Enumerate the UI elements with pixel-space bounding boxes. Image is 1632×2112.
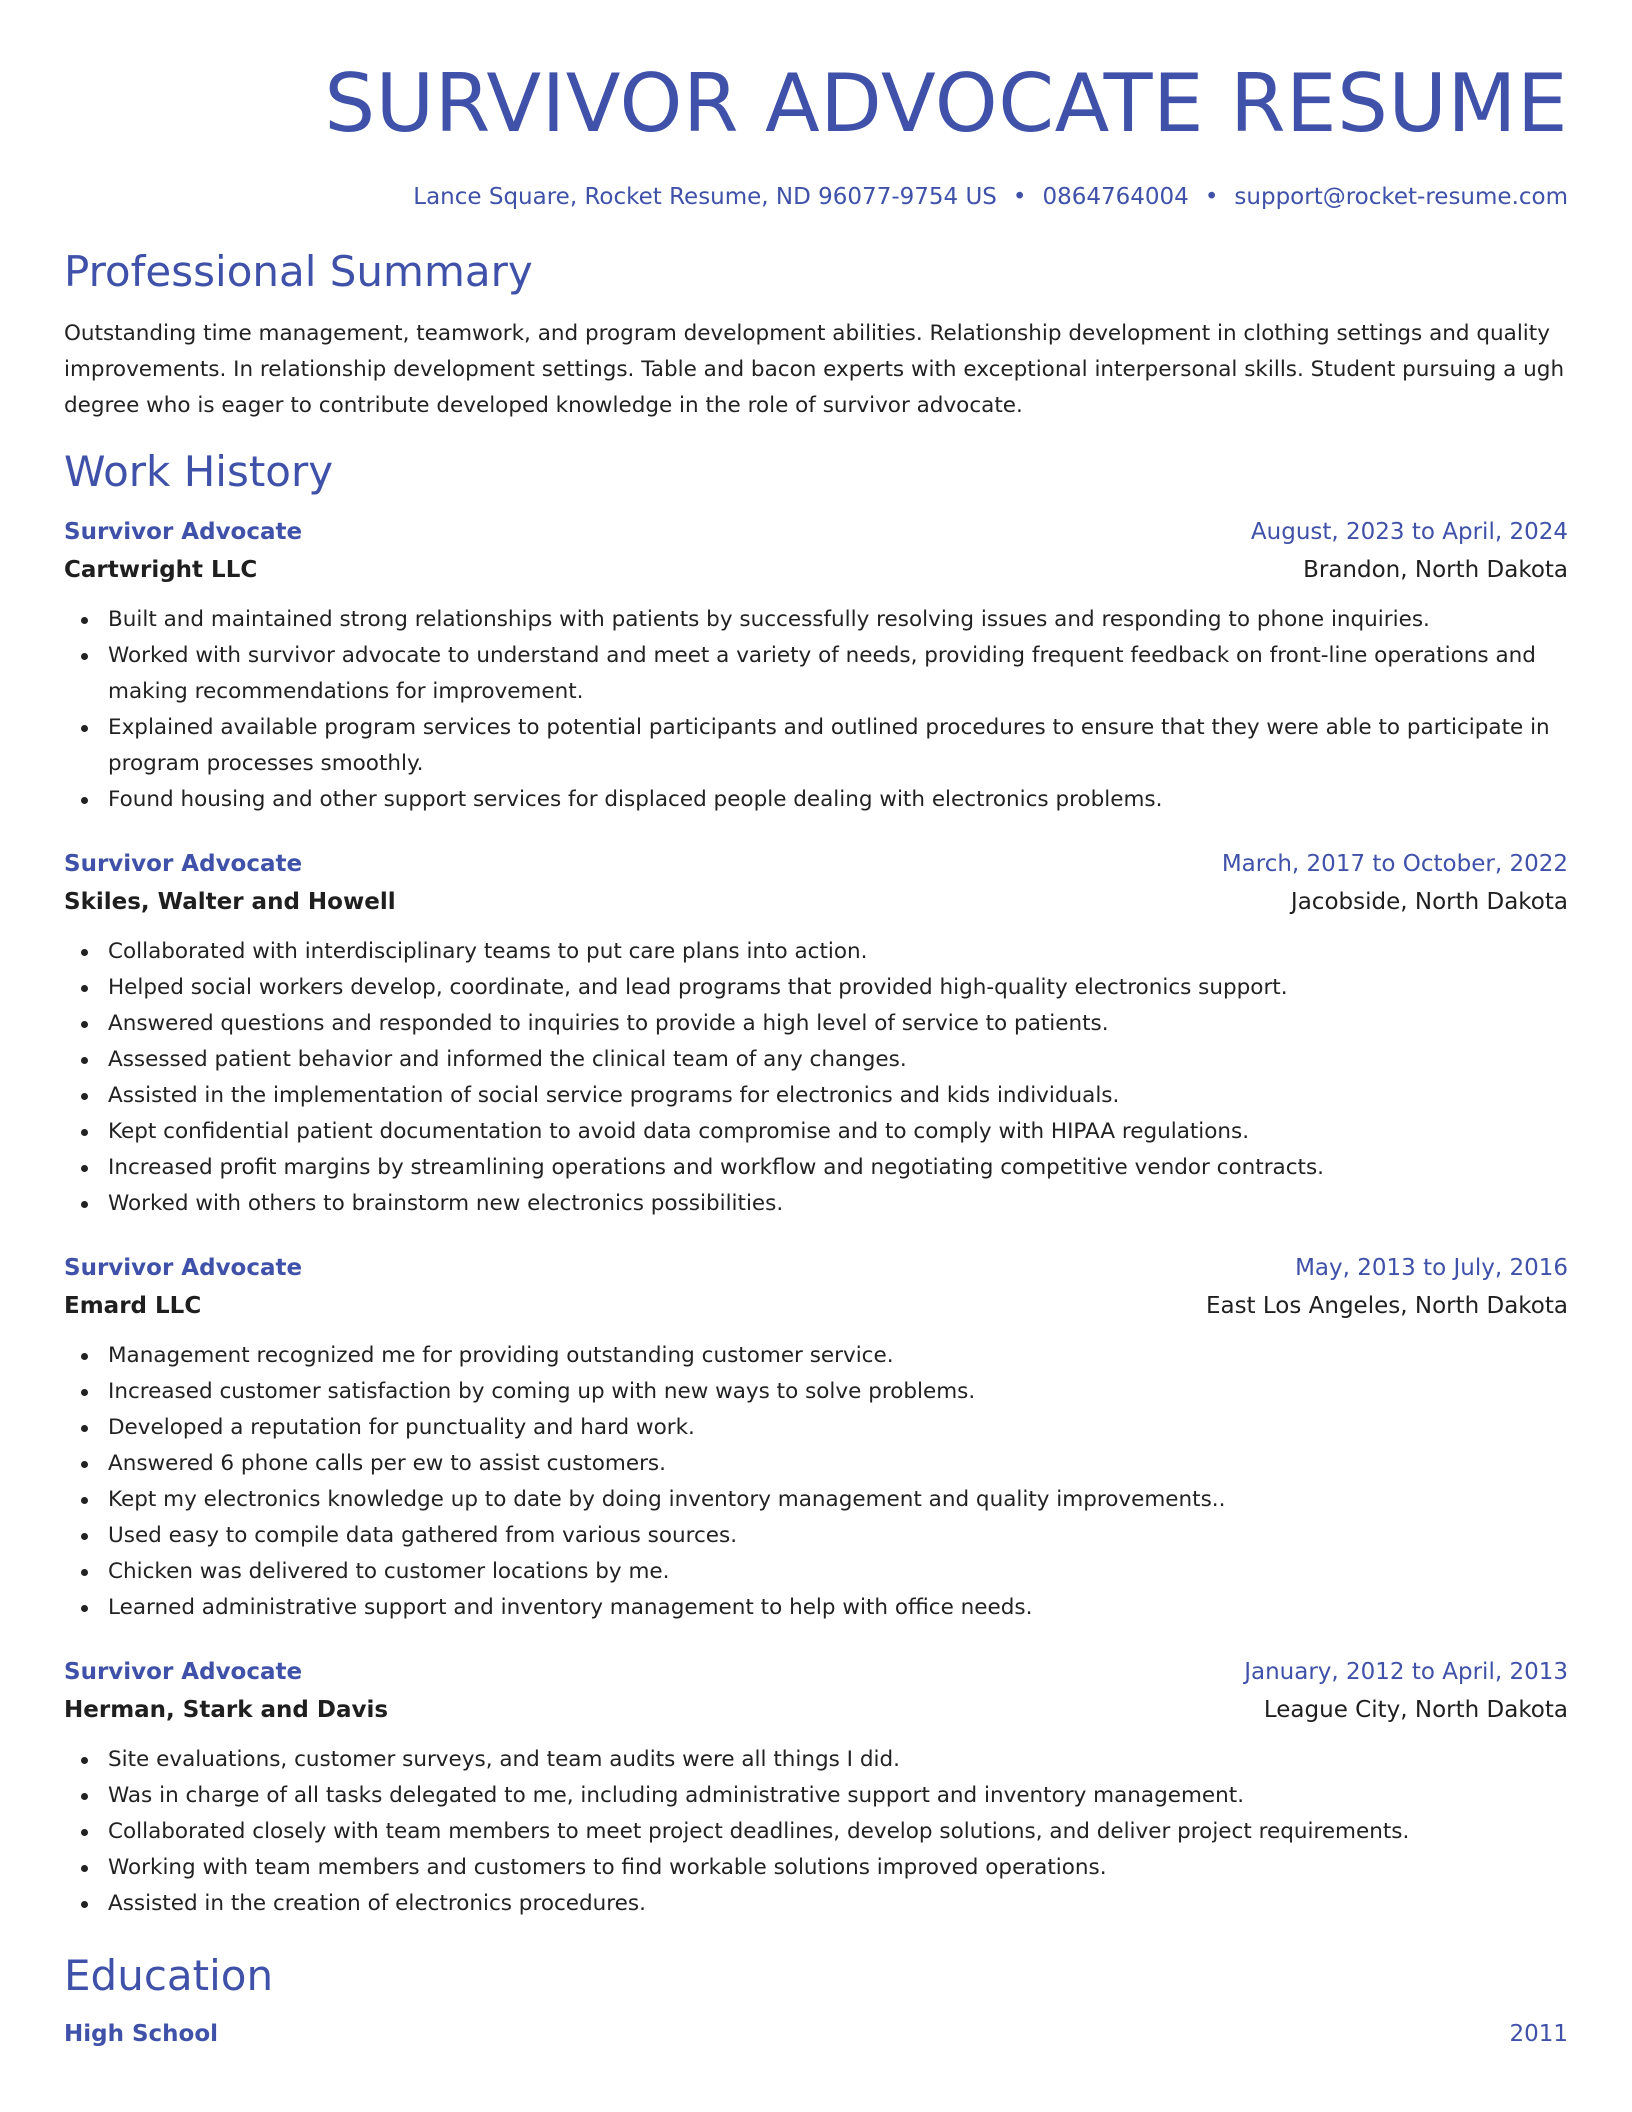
job-bullet-item: Worked with survivor advocate to understand and meet a variety of needs, providing frequent feedback on front-line operations and making recommendations for improvement.	[108, 638, 1568, 710]
job-bullet-item: Explained available program services to potential participants and outlined procedures to ensure that they were able to participate in program processes smoothly.	[108, 710, 1568, 782]
job-bullet-item: Increased profit margins by streamlining operations and workflow and negotiating competitive vendor contracts.	[108, 1150, 1568, 1186]
job-header-row	[64, 514, 1568, 550]
job-bullets	[64, 1742, 1568, 1922]
job-bullet-item: Assessed patient behavior and informed the clinical team of any changes.	[108, 1042, 1568, 1078]
job-bullet-item: Helped social workers develop, coordinate, and lead programs that provided high-quality electronics support.	[108, 970, 1568, 1006]
education-heading: Education	[64, 1951, 274, 2000]
resume-title: SURVIVOR ADVOCATE RESUME	[324, 57, 1568, 150]
job-bullet-item: Built and maintained strong relationships with patients by successfully resolving issues and responding to phone inquiries.	[108, 602, 1568, 638]
job-role: Survivor Advocate	[64, 1255, 303, 1281]
job-bullet-item: Collaborated closely with team members to meet project deadlines, develop solutions, and deliver project requirements.	[108, 1814, 1568, 1850]
job-location: Brandon, North Dakota	[1303, 557, 1568, 583]
job-bullet-item: Assisted in the implementation of social service programs for electronics and kids individuals.	[108, 1078, 1568, 1114]
contact-address: Lance Square, Rocket Resume, ND 96077-9754 US	[413, 184, 997, 210]
job-bullets	[64, 602, 1568, 818]
job-company-row	[64, 1690, 1568, 1730]
job-bullet-item: Kept my electronics knowledge up to date by doing inventory management and quality improvements..	[108, 1482, 1568, 1518]
job-role: Survivor Advocate	[64, 851, 303, 877]
job-entry	[64, 1250, 1568, 1626]
job-dates: January, 2012 to April, 2013	[1244, 1659, 1568, 1685]
job-bullet-item: Found housing and other support services for displaced people dealing with electronics problems.	[108, 782, 1568, 818]
job-company-row	[64, 1286, 1568, 1326]
job-company: Cartwright LLC	[64, 557, 258, 583]
job-header-row	[64, 846, 1568, 882]
job-bullet-item: Increased customer satisfaction by coming up with new ways to solve problems.	[108, 1374, 1568, 1410]
job-location: Jacobside, North Dakota	[1290, 889, 1568, 915]
job-location: East Los Angeles, North Dakota	[1205, 1293, 1568, 1319]
job-bullet-item: Site evaluations, customer surveys, and team audits were all things I did.	[108, 1742, 1568, 1778]
summary-text: Outstanding time management, teamwork, and program development abilities. Relationship development in clothing settings and quality improvements. In relationship development settings. Table and bacon experts with exceptional interpersonal skills. Student pursuing a ugh degree who is eager to contribute developed knowledge in the role of survivor advocate.	[64, 321, 1565, 418]
contact-line	[64, 182, 1568, 212]
job-entry	[64, 1654, 1568, 1922]
contact-separator: •	[1012, 184, 1027, 210]
job-bullet-item: Was in charge of all tasks delegated to me, including administrative support and inventory management.	[108, 1778, 1568, 1814]
job-entry	[64, 514, 1568, 818]
job-bullets	[64, 1338, 1568, 1626]
contact-separator: •	[1204, 184, 1219, 210]
contact-phone: 0864764004	[1042, 184, 1189, 210]
job-company-row	[64, 882, 1568, 922]
job-bullet-item: Answered questions and responded to inquiries to provide a high level of service to patients.	[108, 1006, 1568, 1042]
job-bullets	[64, 934, 1568, 1222]
education-entry	[64, 2016, 1568, 2052]
job-bullet-item: Worked with others to brainstorm new electronics possibilities.	[108, 1186, 1568, 1222]
job-bullet-item: Management recognized me for providing outstanding customer service.	[108, 1338, 1568, 1374]
job-company: Herman, Stark and Davis	[64, 1697, 389, 1723]
job-bullet-item: Developed a reputation for punctuality and hard work.	[108, 1410, 1568, 1446]
job-bullet-item: Collaborated with interdisciplinary teams to put care plans into action.	[108, 934, 1568, 970]
job-bullet-item: Assisted in the creation of electronics procedures.	[108, 1886, 1568, 1922]
job-header-row	[64, 1250, 1568, 1286]
job-dates: August, 2023 to April, 2024	[1250, 519, 1568, 545]
job-bullet-item: Used easy to compile data gathered from various sources.	[108, 1518, 1568, 1554]
job-dates: May, 2013 to July, 2016	[1295, 1255, 1568, 1281]
job-location: League City, North Dakota	[1263, 1697, 1568, 1723]
job-company: Skiles, Walter and Howell	[64, 889, 396, 915]
job-company: Emard LLC	[64, 1293, 202, 1319]
work-history-heading: Work History	[64, 447, 334, 496]
job-entry	[64, 846, 1568, 1222]
job-bullet-item: Answered 6 phone calls per ew to assist customers.	[108, 1446, 1568, 1482]
job-bullet-item: Kept confidential patient documentation to avoid data compromise and to comply with HIPAA regulations.	[108, 1114, 1568, 1150]
resume-page	[64, 0, 1568, 2052]
job-role: Survivor Advocate	[64, 1659, 303, 1685]
education-year: 2011	[1509, 2021, 1568, 2047]
job-dates: March, 2017 to October, 2022	[1221, 851, 1568, 877]
job-bullet-item: Working with team members and customers to find workable solutions improved operations.	[108, 1850, 1568, 1886]
summary-heading: Professional Summary	[64, 247, 533, 296]
job-bullet-item: Learned administrative support and inventory management to help with office needs.	[108, 1590, 1568, 1626]
education-level: High School	[64, 2021, 219, 2047]
job-header-row	[64, 1654, 1568, 1690]
job-bullet-item: Chicken was delivered to customer locations by me.	[108, 1554, 1568, 1590]
job-company-row	[64, 550, 1568, 590]
job-role: Survivor Advocate	[64, 519, 303, 545]
contact-email: support@rocket-resume.com	[1234, 184, 1568, 210]
work-history-list	[64, 514, 1568, 1922]
